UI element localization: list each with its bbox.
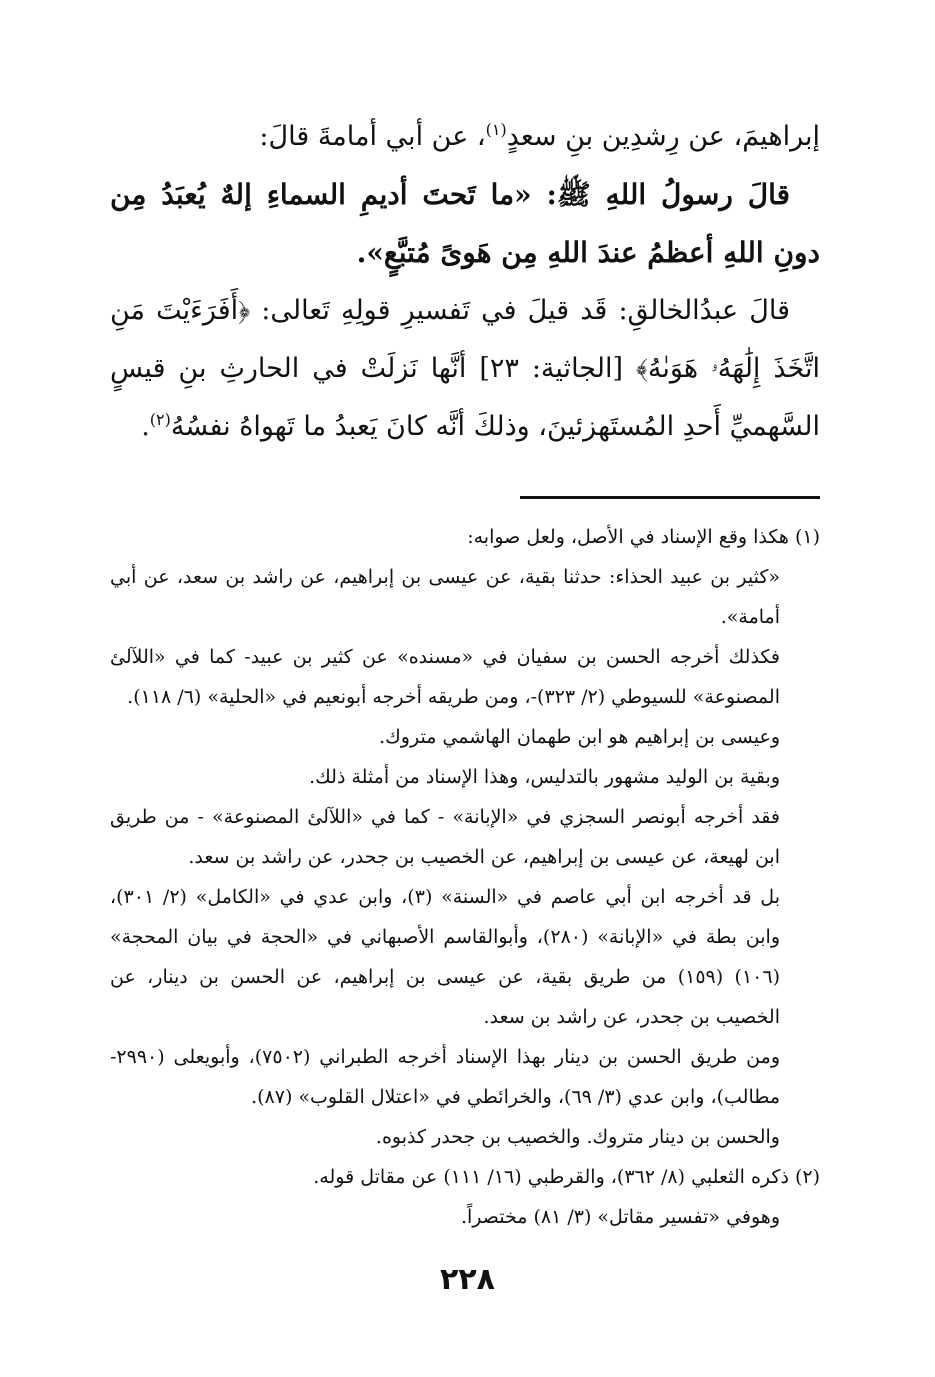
commentary-text: قالَ عبدُالخالقِ: قَد قيلَ في تَفسيرِ قولِهِ تَعالى: ﴿أَفَرَءَيْتَ مَنِ اتَّخَذَ إِلَٰهَهُۥ هَوَىٰهُ﴾ [الجاثية: ٢٣] أنَّها نَزلَتْ في الحارثِ بنِ قيسٍ السَّهميِّ أَحدِ المُستَهزئينَ، وذلكَ أنَّه كانَ يَعبدُ ما تَهواهُ نفسُهُ <box>110 295 820 442</box>
isnad-line <box>110 108 820 166</box>
footnote-1-line: والحسن بن دينار متروك. والخصيب بن جحدر كذبوه. <box>375 1126 780 1148</box>
footnote-2-line: وهوفي «تفسير مقاتل» (٣/ ٨١) مختصراً. <box>460 1206 780 1228</box>
footnote-1-line: فقد أخرجه أبونصر السجزي في «الإبانة» - كما في «اللآلئ المصنوعة» - من طريق ابن لهيعة، عن عيسى بن إبراهيم، عن الخصيب بن جحدر، عن راشد بن سعد. <box>110 806 780 868</box>
footnote-1-line: فكذلك أخرجه الحسن بن سفيان في «مسنده» عن كثير بن عبيد- كما في «اللآلئ المصنوعة» للسيوطي (٢/ ٣٢٣)-، ومن طريقه أخرجه أبونعيم في «الحلية» (٦/ ١١٨). <box>110 646 780 708</box>
commentary-end: . <box>141 411 150 442</box>
footnote-1-line: وبقية بن الوليد مشهور بالتدليس، وهذا الإسناد من أمثلة ذلك. <box>309 766 780 788</box>
footnote-1-line: وعيسى بن إبراهيم هو ابن طهمان الهاشمي متروك. <box>379 726 780 748</box>
footnote-separator <box>520 496 820 499</box>
footnote-1-line: بل قد أخرجه ابن أبي عاصم في «السنة» (٣)، وابن عدي في «الكامل» (٢/ ٣٠١)، وابن بطة في «الإبانة» (٢٨٠)، وأبوالقاسم الأصبهاني في «الحجة في بيان المحجة» (١٠٦) (١٥٩) من طريق بقية، عن عيسى بن إبراهيم، عن الحسن بن دينار، عن الخصيب بن جحدر، عن راشد بن سعد. <box>110 886 781 1028</box>
page-number: ٢٢٨ <box>440 1262 495 1297</box>
page-body <box>110 108 820 1237</box>
hadith-text: قالَ رسولُ اللهِ ﷺ: «ما تَحتَ أديمِ السماءِ إلهٌ يُعبَدُ مِن دونِ اللهِ أعظمُ عندَ اللهِ مِن هَوىً مُتبَّعٍ». <box>110 178 820 269</box>
footnote-1-line: ومن طريق الحسن بن دينار بهذا الإسناد أخرجه الطبراني (٧٥٠٢)، وأبويعلى (٢٩٩٠- مطالب)، وابن عدي (٣/ ٦٩)، والخرائطي في «اعتلال القلوب» (٨٧). <box>110 1046 781 1108</box>
commentary-paragraph <box>110 282 820 456</box>
footnote-1-line: «كثير بن عبيد الحذاء: حدثنا بقية، عن عيسى بن إبراهيم، عن راشد بن سعد، عن أبي أمامة». <box>110 566 780 628</box>
footnote-2-line: (٢) ذكره الثعلبي (٨/ ٣٦٢)، والقرطبي (١٦/ ١١١) عن مقاتل قوله. <box>313 1166 820 1188</box>
footnotes <box>110 517 820 1237</box>
isnad-text: إبراهيمَ، عن رِشدِين بنِ سعدٍ <box>506 121 820 152</box>
footnote-ref-1: (١) <box>485 120 507 139</box>
footnote-1-line: (١) هكذا وقع الإسناد في الأصل، ولعل صوابه: <box>467 526 820 548</box>
isnad-text-end: ، عن أبي أمامةَ قالَ: <box>259 121 486 152</box>
main-text <box>110 108 820 456</box>
footnote-ref-2: (٢) <box>149 410 171 429</box>
